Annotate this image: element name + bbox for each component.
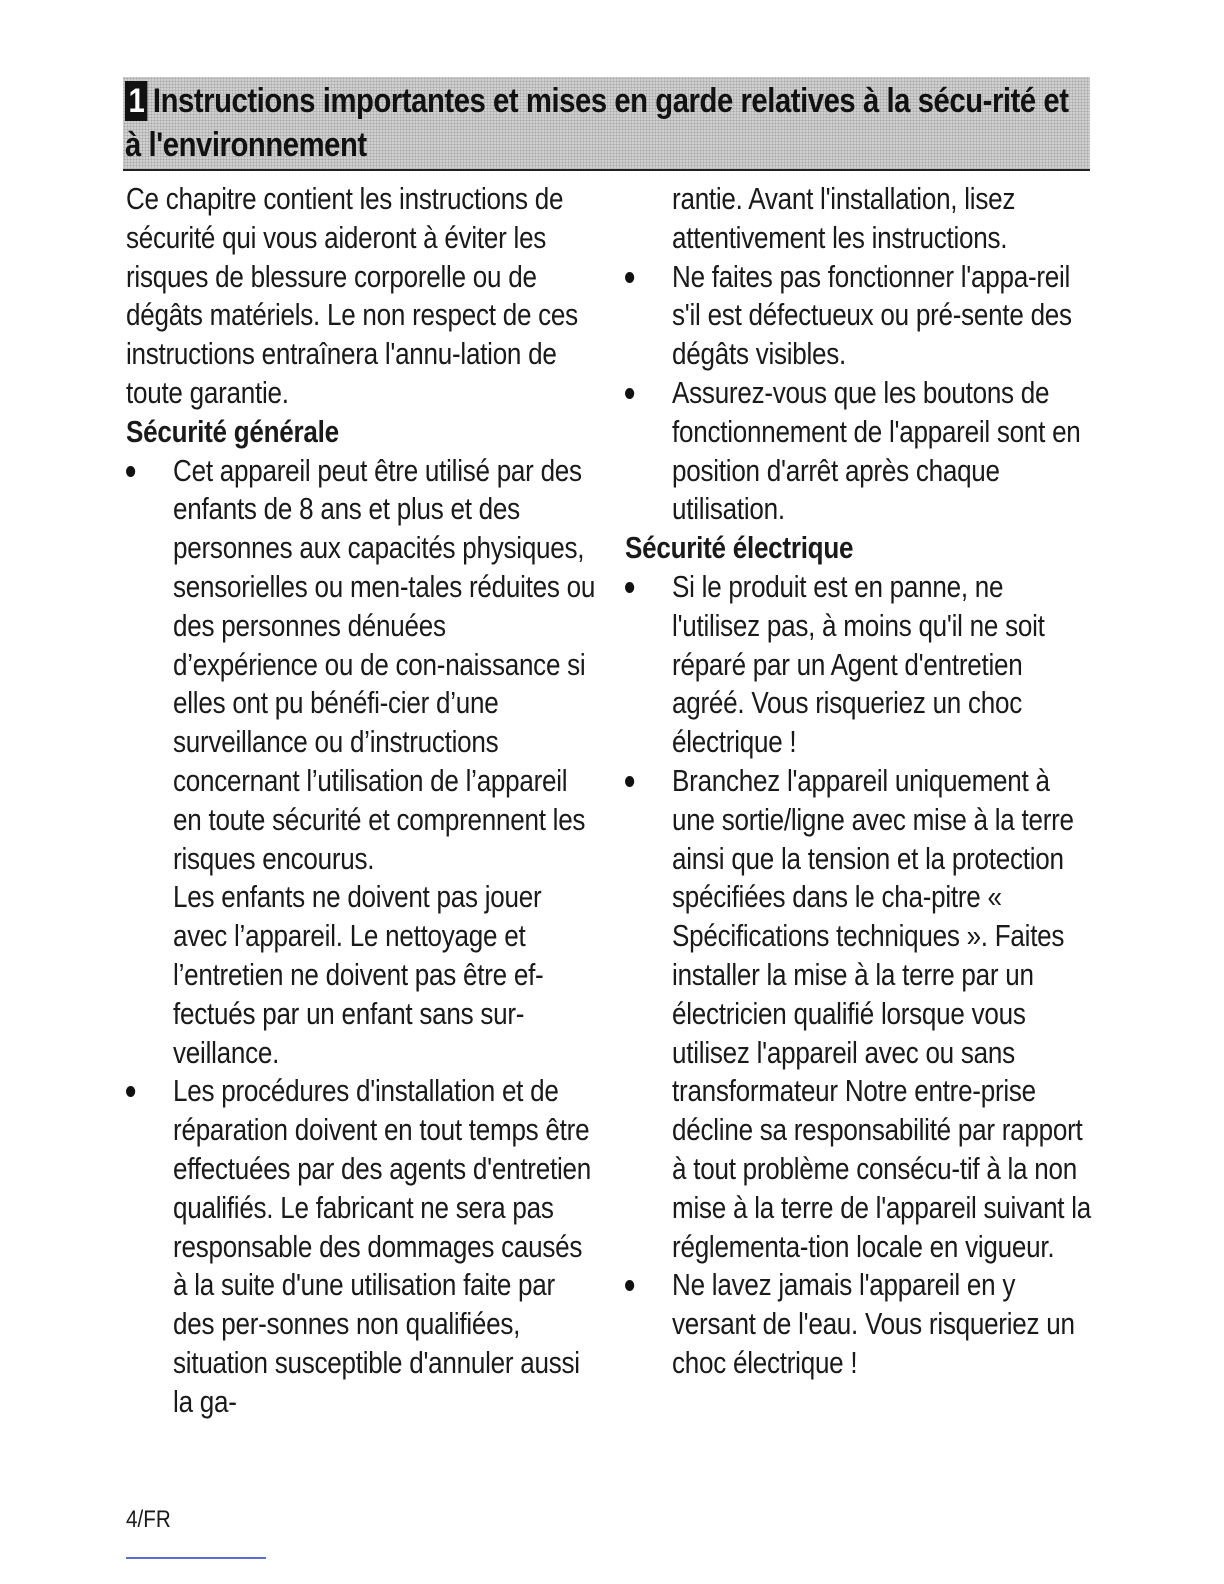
footer-divider (126, 1557, 266, 1559)
section-title-electrical-safety: Sécurité électrique (625, 530, 854, 566)
list-item-text: Ne lavez jamais l'appareil en y versant de l'eau. Vous risqueriez un choc électrique ! (672, 1267, 1075, 1380)
bullet-icon (625, 776, 634, 787)
bullet-icon (126, 466, 135, 477)
list-item (625, 568, 1095, 762)
list-item-text: Ne faites pas fonctionner l'appa-reil s'il est défectueux ou pré-sente des dégâts visibles. (672, 258, 1072, 372)
list-item-text: Si le produit est en panne, ne l'utilisez pas, à moins qu'il ne soit réparé par un Agent d'entretien agréé. Vous risqueriez un choc électrique ! (672, 568, 1045, 760)
page-number: 4/FR (126, 1506, 171, 1533)
list-item-text: Branchez l'appareil uniquement à une sortie/ligne avec mise à la terre ainsi que la tension et la protection spécifiées dans le cha-pitre « Spécifications techniques ». Faites installer la mise à la terre par un électricien qualifié lorsque vous utilisez l'appareil avec ou sans transformateur Notre entre-prise décline sa responsabilité par rapport à tout problème consécu-tif à la non mise à la terre de l'appareil suivant la réglementa-tion locale en vigueur. (672, 762, 1092, 1264)
list-item-continuation: Les enfants ne doivent pas jouer avec l’appareil. Le nettoyage et l’entretien ne doivent pas être ef-fectués par un enfant sans sur-veillance. (173, 879, 544, 1070)
general-safety-list-continued (625, 258, 1095, 530)
list-item-text: Assurez-vous que les boutons de fonctionnement de l'appareil sont en position d'arrêt après chaque utilisation. (672, 374, 1081, 527)
general-safety-list (126, 452, 596, 1422)
bullet-icon (625, 388, 634, 399)
section-title-general-safety: Sécurité générale (126, 413, 339, 449)
continued-text: rantie. Avant l'installation, lisez attentivement les instructions. (672, 181, 1016, 255)
list-item (625, 762, 1095, 1266)
bullet-icon (625, 272, 634, 283)
electrical-safety-list (625, 568, 1095, 1383)
list-item (126, 1072, 596, 1421)
list-item (625, 258, 1095, 374)
list-item (625, 374, 1095, 529)
list-item-text: Cet appareil peut être utilisé par des enfants de 8 ans et plus et des personnes aux capacités physiques, sensorielles ou men-tales réduites ou des personnes dénuées d’expérience ou de con-naissance si elles ont pu bénéfi-cier d’une surveillance ou d’instructions concernant l’utilisation de l’appareil en toute sécurité et comprennent les risques encourus. (173, 452, 596, 876)
chapter-number: 1 (125, 81, 148, 121)
left-column (126, 180, 596, 1422)
chapter-title (125, 79, 1088, 167)
right-column (625, 180, 1095, 1383)
chapter-title-text: Instructions importantes et mises en garde relatives à la sécu-rité et à l'environnement (125, 82, 1069, 164)
bullet-icon (126, 1086, 135, 1097)
list-item (126, 452, 596, 1073)
list-item (625, 1266, 1095, 1382)
chapter-header (123, 77, 1090, 171)
bullet-icon (625, 582, 634, 593)
intro-paragraph: Ce chapitre contient les instructions de sécurité qui vous aideront à éviter les risques de blessure corporelle ou de dégâts matériels. Le non respect de ces instructions entraînera l'annu-lation de toute garantie. (126, 181, 578, 410)
list-item-text: Les procédures d'installation et de réparation doivent en tout temps être effectuées par des agents d'entretien qualifiés. Le fabricant ne sera pas responsable des dommages causés à la suite d'une utilisation faite par des per-sonnes non qualifiées, situation susceptible d'annuler aussi la ga- (173, 1073, 591, 1419)
bullet-icon (625, 1280, 634, 1291)
